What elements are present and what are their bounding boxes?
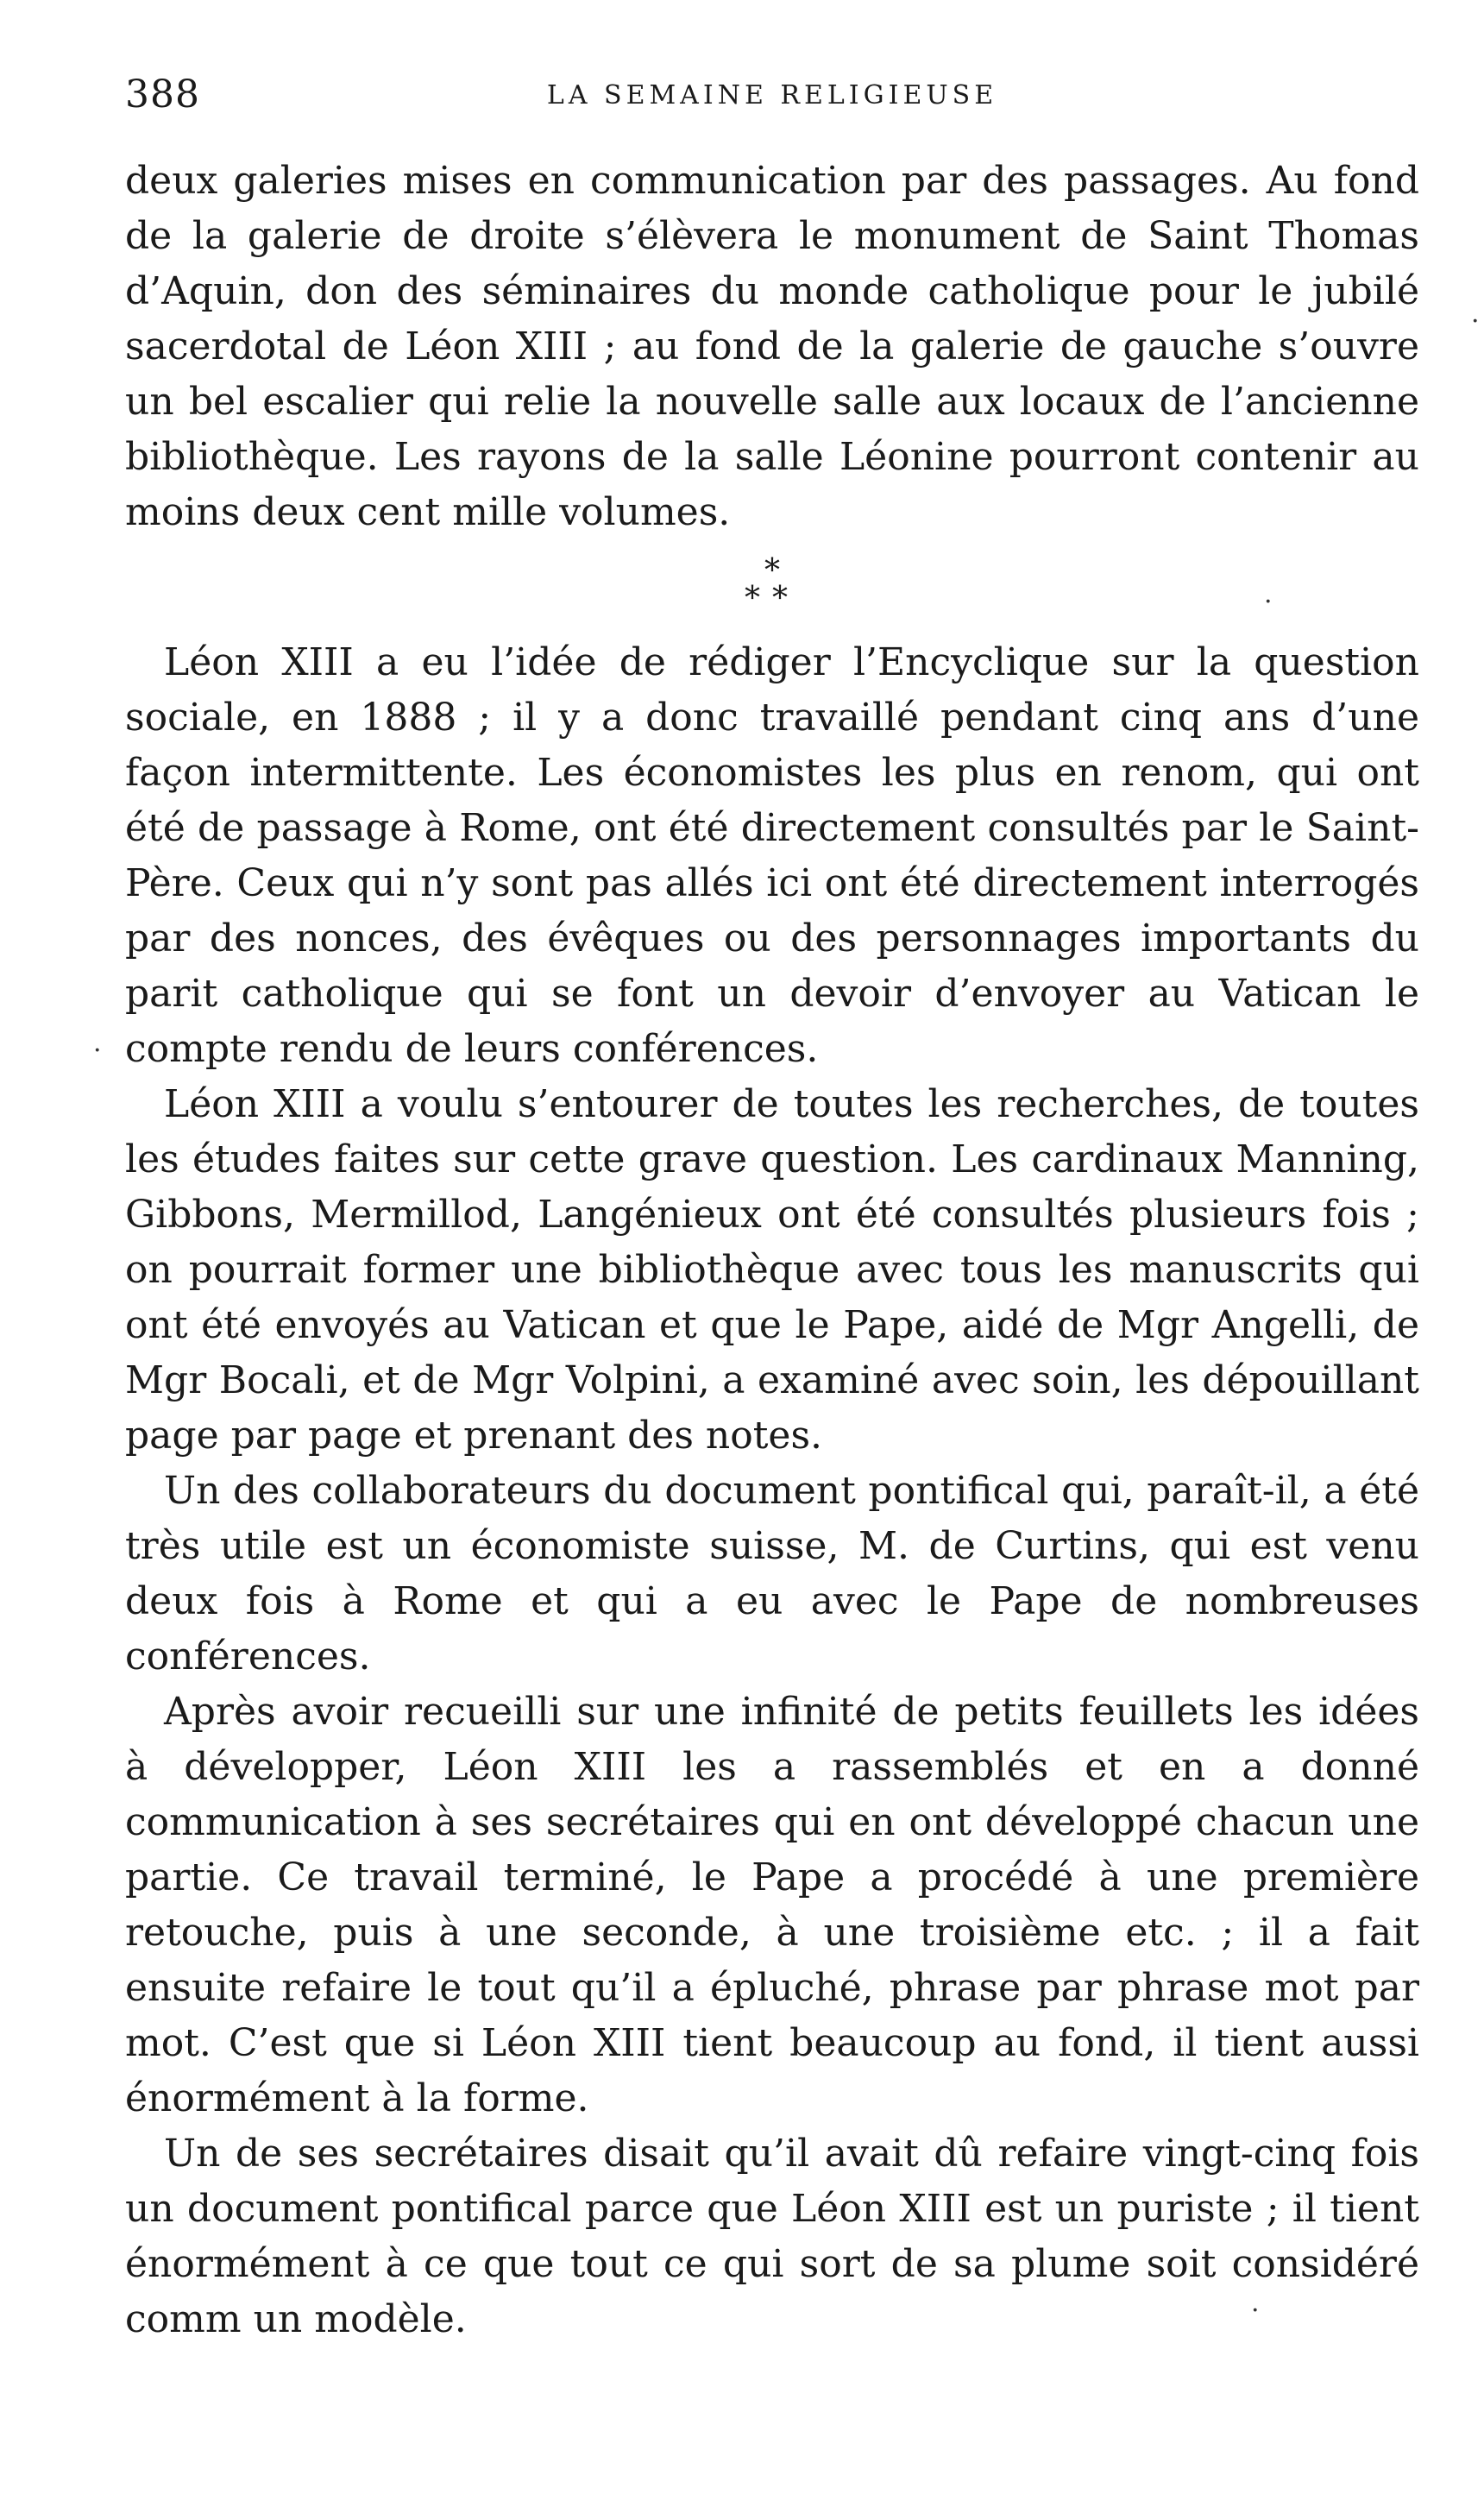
margin-dot: ·	[1251, 2296, 1260, 2326]
paragraph: Après avoir recueilli sur une infinité de petits feuillets les idées à développer, Léon XIII les a rassemblés et en a donné communication à ses secrétaires qui en ont développé chacun une partie. Ce travail terminé, le Pape a procédé à une première retouche, puis à une seconde, à une troisième etc. ; il a fait ensuite refaire le tout qu’il a épluché, phrase par phrase mot par mot. C’est que si Léon XIII tient beaucoup au fond, il tient aussi énormément à la forme.	[125, 1690, 1419, 2120]
running-title: LA SEMAINE RELIGIEUSE	[546, 80, 998, 110]
paragraph: deux galeries mises en communication par des passages. Au fond de la galerie de droite s’élèvera le monument de Saint Thomas d’Aquin, don des séminaires du monde catholique pour le jubilé sacerdotal de Léon XIII ; au fond de la galerie de gauche s’ouvre un bel escalier qui relie la nouvelle salle aux locaux de l’ancienne bibliothèque. Les rayons de la salle Léonine pourront contenir au moins deux cent mille volumes.	[125, 159, 1419, 534]
body-text	[125, 154, 1419, 2347]
margin-dot: ·	[1471, 306, 1480, 337]
paragraph: Un de ses secrétaires disait qu’il avait dû refaire vingt-cinq fois un document pontifical parce que Léon XIII est un puriste ; il tient énormément à ce que tout ce qui sort de sa plume soit considéré comm un modèle.	[125, 2132, 1419, 2341]
paragraph: Léon XIII a eu l’idée de rédiger l’Encyclique sur la question sociale, en 1888 ; il y a donc travaillé pendant cinq ans d’une façon intermittente. Les économistes les plus en renom, qui ont été de passage à Rome, ont été directement consultés par le Saint-Père. Ceux qui n’y sont pas allés ici ont été directement interrogés par des nonces, des évêques ou des personnages importants du parit catholique qui se font un devoir d’envoyer au Vatican le compte rendu de leurs conférences.	[125, 640, 1419, 1071]
margin-dot: ·	[93, 1036, 102, 1066]
asterism-separator: * **	[745, 553, 800, 616]
page-number: 388	[125, 72, 200, 117]
paragraph: Un des collaborateurs du document pontifical qui, paraît-il, a été très utile est un économiste suisse, M. de Curtins, qui est venu deux fois à Rome et qui a eu avec le Pape de nombreuses conférences.	[125, 1469, 1419, 1679]
page-header	[125, 69, 1419, 121]
margin-dot: ·	[1264, 587, 1273, 617]
paragraph: Léon XIII a voulu s’entourer de toutes les recherches, de toutes les études faites sur cette grave question. Les cardinaux Manning, Gibbons, Mermillod, Langénieux ont été consultés plusieurs fois ; on pourrait former une bibliothèque avec tous les manuscrits qui ont été envoyés au Vatican et que le Pape, aidé de Mgr Angelli, de Mgr Bocali, et de Mgr Volpini, a examiné avec soin, les dépouillant page par page et prenant des notes.	[125, 1082, 1419, 1458]
